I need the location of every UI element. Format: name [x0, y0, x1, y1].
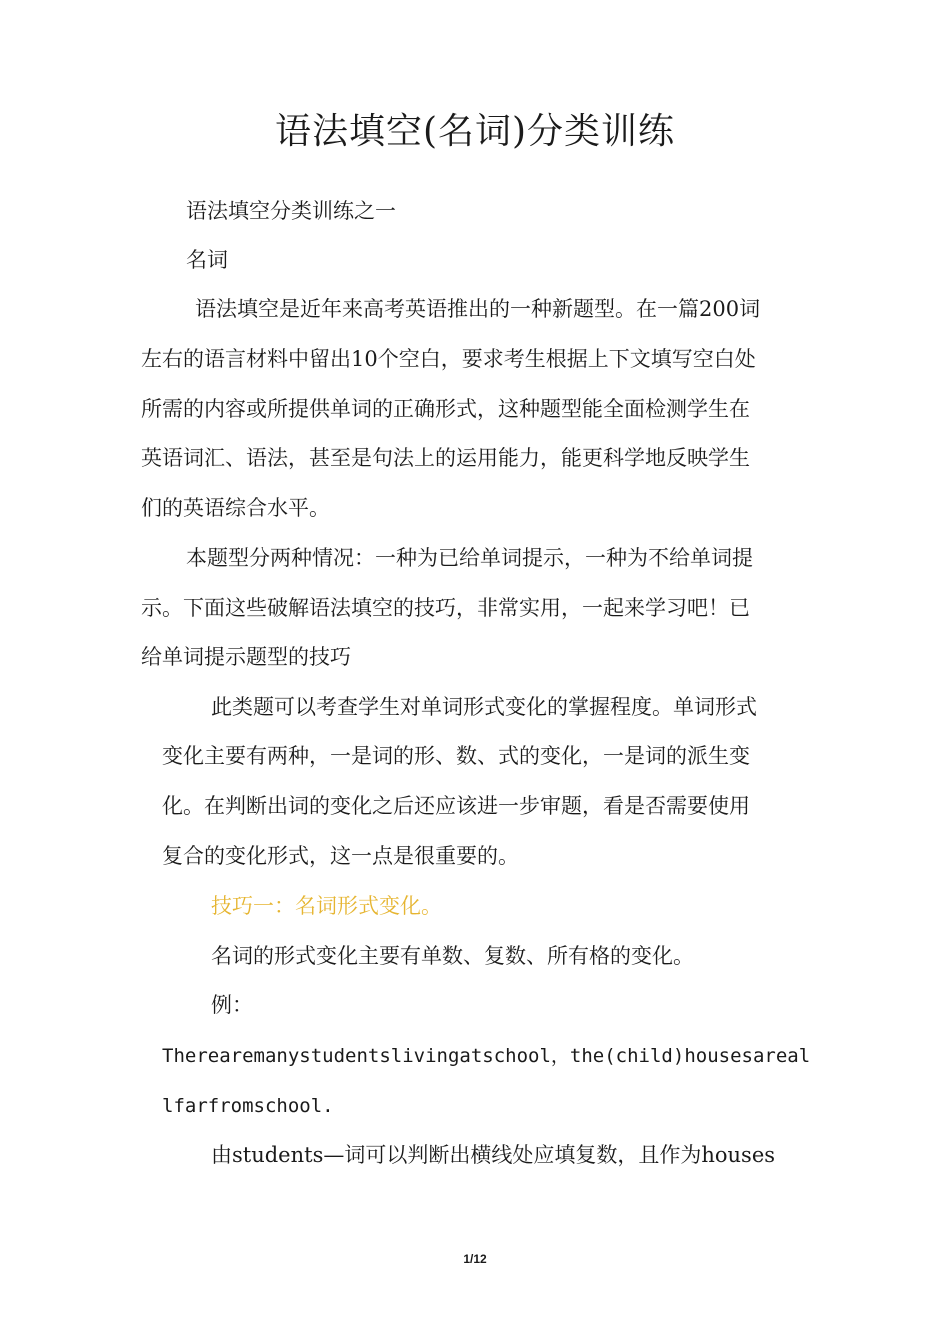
tip-description: 名词的形式变化主要有单数、复数、所有格的变化。	[211, 944, 694, 968]
paragraph-line: 左右的语言材料中留出10个空白，要求考生根据上下文填写空白处	[141, 347, 756, 371]
paragraph-line: 示。下面这些破解语法填空的技巧，非常实用，一起来学习吧！已	[141, 596, 750, 620]
analysis-line: 由students—词可以判断出横线处应填复数，且作为houses	[211, 1143, 776, 1167]
paragraph-line: 此类题可以考查学生对单词形式变化的掌握程度。单词形式	[211, 695, 757, 719]
paragraph-line: 给单词提示题型的技巧	[141, 645, 351, 669]
paragraph-line: 变化主要有两种，一是词的形、数、式的变化，一是词的派生变	[162, 744, 750, 768]
paragraph-line: 语法填空是近年来高考英语推出的一种新题型。在一篇200词	[195, 297, 761, 321]
example-line: Therearemanystudentslivingatschool，the(child)housesareal	[162, 1045, 811, 1067]
example-line: lfarfromschool.	[162, 1095, 334, 1117]
paragraph-line: 化。在判断出词的变化之后还应该进一步审题，看是否需要使用	[162, 794, 750, 818]
subtitle: 语法填空分类训练之一	[186, 199, 396, 223]
section-heading: 名词	[186, 248, 228, 272]
paragraph-line: 本题型分两种情况：一种为已给单词提示，一种为不给单词提	[186, 546, 753, 570]
example-label: 例：	[211, 993, 253, 1017]
page-number: 1/12	[463, 1252, 487, 1266]
paragraph-line: 复合的变化形式，这一点是很重要的。	[162, 844, 519, 868]
paragraph-line: 英语词汇、语法，甚至是句法上的运用能力，能更科学地反映学生	[141, 446, 750, 470]
tip-heading: 技巧一：名词形式变化。	[211, 894, 442, 918]
page-title: 语法填空(名词)分类训练	[274, 111, 676, 152]
paragraph-line: 们的英语综合水平。	[141, 496, 330, 520]
paragraph-line: 所需的内容或所提供单词的正确形式，这种题型能全面检测学生在	[141, 397, 750, 421]
